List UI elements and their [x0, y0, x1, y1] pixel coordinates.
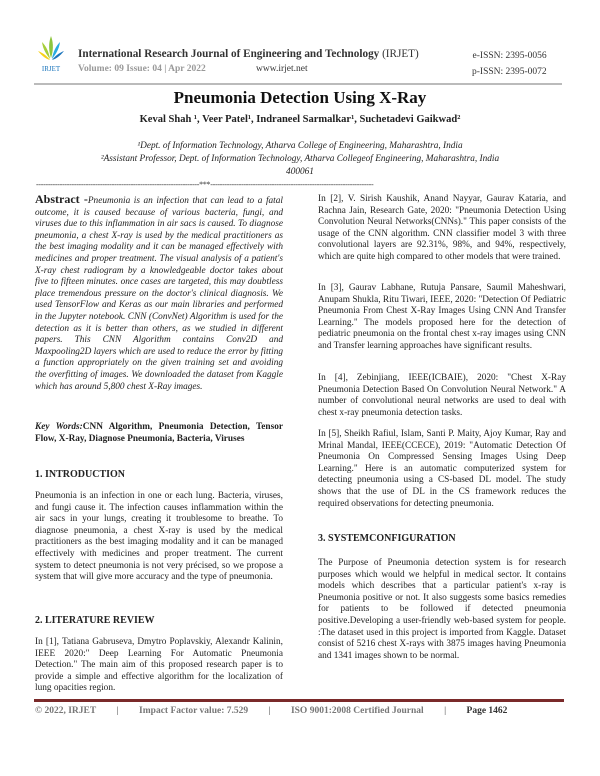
affiliation-2: ²Assistant Professor, Dept. of Information Technology, Atharva Collegeof Engineering, Maharashtra, India	[100, 154, 500, 164]
footer-divider	[34, 699, 564, 702]
footer-iso: ISO 9001:2008 Certified Journal	[290, 706, 424, 716]
section-body-literature-review: In [1], Tatiana Gabruseva, Dmytro Poplavskiy, Alexandr Kalinin, IEEE 2020:" Deep Learning For Automatic Pneumonia Detection." The main aim of this proposed research paper is to provide a simple and effective algorithm for the localization of lung opacities region.	[35, 637, 283, 694]
reference-paragraph-2: In [2], V. Sirish Kaushik, Anand Nayyar, Gaurav Kataria, and Rachna Jain, Research Gate, 2020: "Pneumonia Detection Using Convolution Neural Networks(CNNs)." This paper consists of the usage of the CNN algorithm. CNN classifier model 3 with three convolutional layers are 92.31%, 98%, and 94%, respectively, which are quite high compared to other models that were trained.	[318, 194, 566, 262]
reference-paragraph-3: In [3], Gaurav Labhane, Rutuja Pansare, Saumil Maheshwari, Anupam Shukla, Ritu Tiwari, IEEE, 2020: "Detection Of Pediatric Pneumonia From Chest X-Ray Images Using CNN And Transfer Learning." The models proposed here for the detection of pediatric pneumonia on the frontal chest x-ray images using CNN and Transfer learning approaches have significant results.	[318, 283, 566, 351]
paper-title: Pneumonia Detection Using X-Ray	[173, 88, 427, 107]
logo-text: IRJET	[41, 65, 61, 73]
section-body-system-configuration: The Purpose of Pneumonia detection system is for research purposes which would we helpful in medical sector. It contains models which describes that a particular patient's x-ray is Pneumonia positive or not. It also suggests some basics remedies for patients to be followed if detected pneumonia positive.Developing a user-friendly web-based system for people. :The dataset used in this project is imported from Kaggle. Dataset consist of 5216 chest X-rays with 3875 images having Pneumonia and 1341 images shown to be normal.	[318, 558, 566, 661]
reference-paragraph-5: In [5], Sheikh Rafiul, Islam, Santi P. Maity, Ajoy Kumar, Ray and Mrinal Mandal, IEEE(CCECE), 2019: "Automatic Detection Of Pneumonia On Compressed Sensing Images Using Deep Learning." Here is an automatic computerized system for detecting pneumonia using a CS-based DL model. The study shows that the use of DL in the CS framework reduces the required observations for detecting pneumonia.	[318, 429, 566, 509]
affiliation-3: 400061	[286, 167, 314, 177]
footer-sep-3: |	[444, 706, 447, 716]
affiliations	[40, 140, 560, 179]
section-body-introduction: Pneumonia is an infection in one or each lung. Bacteria, viruses, and fungi cause it. The infection causes inflammation within the air sacs in your lungs, creating it troublesome to breathe. To diagnose pneumonia, a chest X-ray is used by the medical practitioners as the best imaging modality and it can be managed effectively with medicines and proper treatment. The current system to detect pneumonia is not very précised, so we propose a system that will give more accuracy and the type of pneumonia.	[35, 491, 283, 583]
section-heading-introduction: 1. INTRODUCTION	[35, 469, 126, 480]
volume-info: Volume: 09 Issue: 04 | Apr 2022	[78, 64, 206, 74]
journal-abbr: (IRJET)	[382, 48, 419, 60]
issn-block	[472, 48, 547, 80]
irjet-logo-icon	[38, 34, 64, 74]
abstract-label: Abstract -	[35, 192, 88, 206]
section-heading-system-configuration: 3. SYSTEMCONFIGURATION	[318, 533, 456, 544]
keywords-text: CNN Algorithm, Pneumonia Detection, Tensor Flow, X-Ray, Diagnose Pneumonia, Bacteria, Viruses	[35, 422, 283, 444]
authors: Keval Shah ¹, Veer Patel¹, Indraneel Sarmalkar¹, Suchetadevi Gaikwad²	[139, 114, 461, 125]
reference-paragraph-4: In [4], Zebinjiang, IEEE(ICBAIE), 2020: "Chest X-Ray Pneumonia Detection Based On Convolution Neural Network." A number of convolutional neural networks are used to deal with chest x-ray pneumonia detection tasks.	[318, 373, 566, 418]
abstract	[35, 194, 283, 393]
website-link[interactable]: www.irjet.net	[256, 64, 308, 74]
footer-copyright: © 2022, IRJET	[35, 706, 97, 716]
footer-sep-2: |	[268, 706, 271, 716]
e-issn: e-ISSN: 2395-0056	[472, 51, 547, 61]
keywords	[35, 422, 283, 445]
journal-name	[78, 48, 419, 60]
footer	[35, 706, 525, 716]
header-divider	[34, 83, 562, 85]
affiliation-1: ¹Dept. of Information Technology, Atharva College of Engineering, Maharashtra, India	[137, 141, 463, 151]
footer-sep-1: |	[116, 706, 119, 716]
footer-page-number: Page 1462	[466, 706, 508, 716]
keywords-label: Key Words:	[35, 422, 83, 432]
abstract-text: Pneumonia is an infection that can lead to a fatal outcome, it is caused because of various bacteria, fungi, and viruses due to this inflammation in air sacs is caused. To diagnose pneumonia, a chest X-ray is used by the medical practitioners as the best imaging modality and it can be managed effectively with medicines and proper treatment. The visual analysis of a patient's X-ray chest radiogram by a knowledgeable doctor takes about five to fifteen minutes. once cases are targeted, this may doubtless place tremendous pressure on the doctor's clinical diagnosis. We used TensorFlow and Keras as our main libraries and performed in the Jupyter notebook. CNN (ConvNet) Algorithm is used for the detection as it is better than others, as we studied in different papers. This CNN Algorithm contains Conv2D and Maxpooling2D layers which are used to reduce the error by fitting a function appropriately on the given training set and avoiding the overfitting of images. We downloaded the dataset from Kaggle which has around 5,800 chest X-Ray images.	[35, 196, 283, 392]
p-issn: p-ISSN: 2395-0072	[472, 67, 547, 77]
journal-name-text: International Research Journal of Engineering and Technology	[78, 48, 380, 60]
section-heading-literature-review: 2. LITERATURE REVIEW	[35, 615, 155, 626]
separator: ---------------------------------------------------------------------***---------------------------------------------------------------------	[36, 180, 374, 189]
footer-impact-factor: Impact Factor value: 7.529	[139, 706, 249, 716]
